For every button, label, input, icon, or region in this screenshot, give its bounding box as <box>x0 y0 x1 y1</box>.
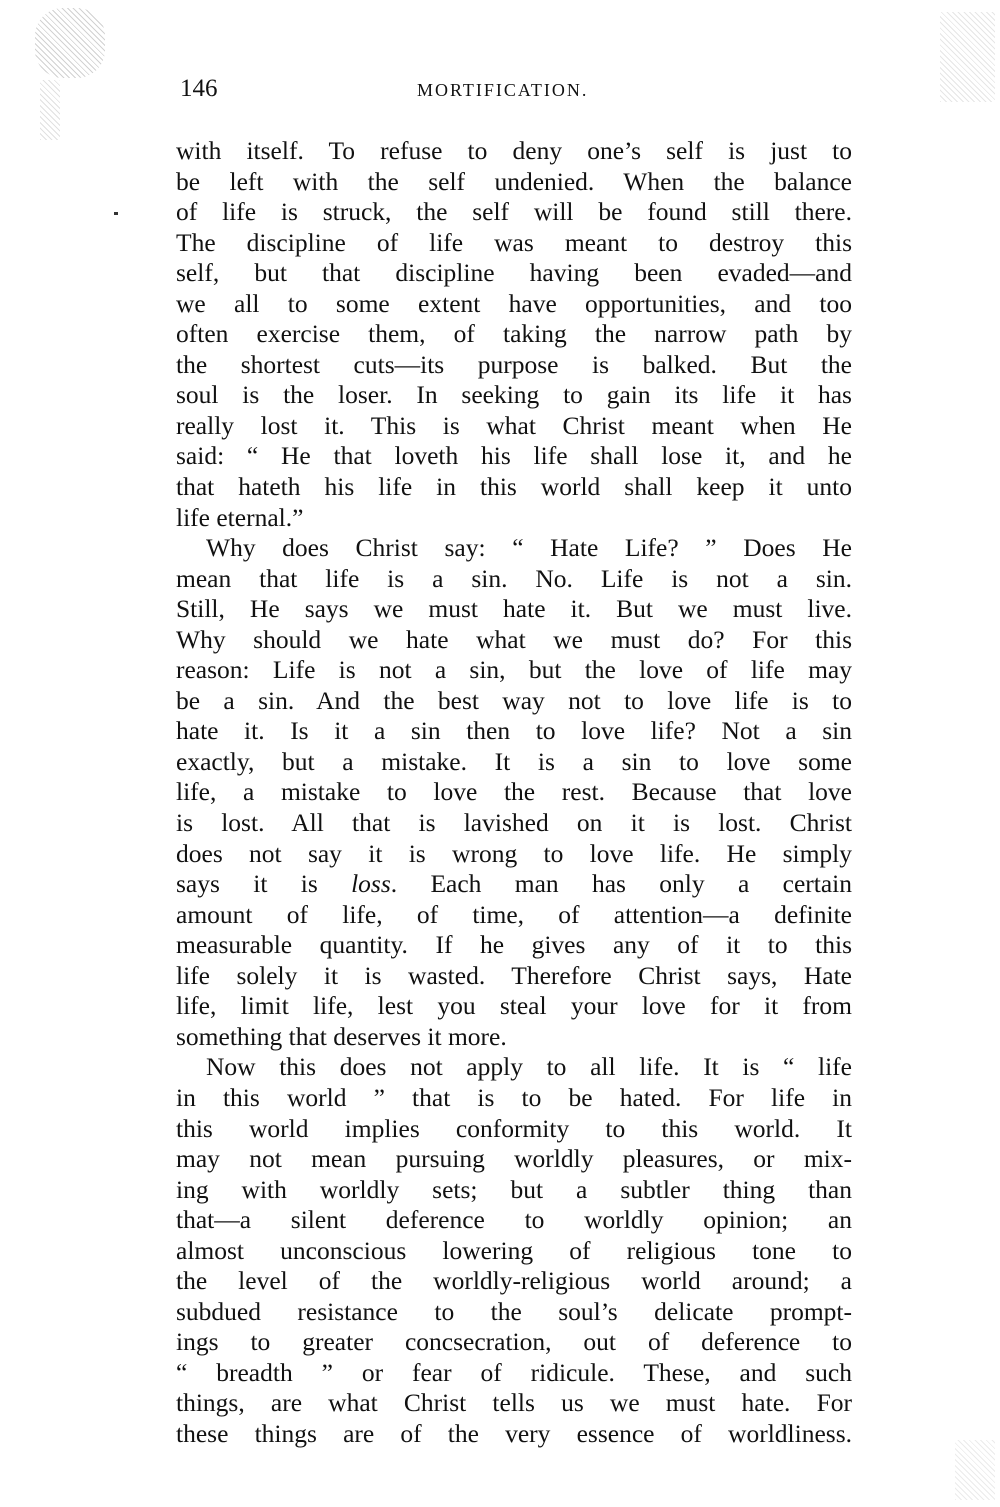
scan-speckle <box>955 1440 995 1500</box>
text-line: soul is the loser. In seeking to gain its life it has <box>176 380 852 410</box>
emphasis: loss <box>351 869 391 899</box>
body-text <box>176 136 852 1450</box>
text-line: in this world ” that is to be hated. For life in <box>176 1082 852 1112</box>
text-line: subdued resistance to the soul’s delicate prompt- <box>176 1296 852 1326</box>
text-line: says it is loss. Each man has only a certain <box>176 869 852 899</box>
running-head: MORTIFICATION. <box>417 80 589 100</box>
page-header <box>180 74 852 104</box>
text-line: said: “ He that loveth his life shall lose it, and he <box>176 441 852 471</box>
text-line: the level of the worldly-religious world around; a <box>176 1266 852 1296</box>
paragraph <box>176 136 852 533</box>
text-line: things, are what Christ tells us we must hate. For <box>176 1388 852 1418</box>
text-line: may not mean pursuing worldly pleasures, or mix- <box>176 1144 852 1174</box>
text-line: be left with the self undenied. When the balance <box>176 166 852 196</box>
page-number: 146 <box>180 75 218 102</box>
text-line: hate it. Is it a sin then to love life? Not a sin <box>176 716 852 746</box>
text-line: amount of life, of time, of attention—a definite <box>176 899 852 929</box>
scan-speckle <box>40 80 60 140</box>
paragraph <box>176 533 852 1052</box>
text-line: ings to greater concsecration, out of deference to <box>176 1327 852 1357</box>
text-line: is lost. All that is lavished on it is lost. Christ <box>176 808 852 838</box>
text-line: Now this does not apply to all life. It is “ life <box>206 1052 852 1082</box>
text-line: with itself. To refuse to deny one’s self is just to <box>176 136 852 165</box>
text-line: life, limit life, lest you steal your love for it from <box>176 991 852 1021</box>
text-line: almost unconscious lowering of religious tone to <box>176 1235 852 1265</box>
text-line: often exercise them, of taking the narrow path by <box>176 319 852 349</box>
text-line: the shortest cuts—its purpose is balked. But the <box>176 349 852 379</box>
text-line: measurable quantity. If he gives any of it to this <box>176 930 852 960</box>
text-line: reason: Life is not a sin, but the love of life may <box>176 655 852 685</box>
text-line: something that deserves it more. <box>176 1021 507 1051</box>
text-line: we all to some extent have opportunities, and too <box>176 288 852 318</box>
text-line: that hateth his life in this world shall keep it unto <box>176 472 852 502</box>
text-line: really lost it. This is what Christ meant when He <box>176 410 852 440</box>
text-line: Still, He says we must hate it. But we must live. <box>176 594 852 624</box>
text-line: be a sin. And the best way not to love life is to <box>176 685 852 715</box>
text-line: The discipline of life was meant to destroy this <box>176 227 852 257</box>
text-line: self, but that discipline having been evaded—and <box>176 258 852 288</box>
text-line: “ breadth ” or fear of ridicule. These, and such <box>176 1357 852 1387</box>
text-line: exactly, but a mistake. It is a sin to love some <box>176 746 852 776</box>
scan-mark <box>114 212 118 215</box>
text-line: life solely it is wasted. Therefore Christ says, Hate <box>176 960 852 990</box>
text-line: Why should we hate what we must do? For this <box>176 624 852 654</box>
text-line: of life is struck, the self will be found still there. <box>176 197 852 227</box>
text-line: life, a mistake to love the rest. Because that love <box>176 777 852 807</box>
paragraph <box>176 1052 852 1449</box>
text-line: mean that life is a sin. No. Life is not a sin. <box>176 563 852 593</box>
text-line: life eternal.” <box>176 502 304 532</box>
text-line: that—a silent deference to worldly opinion; an <box>176 1205 852 1235</box>
scan-speckle <box>940 12 995 102</box>
scan-speckle <box>35 8 105 78</box>
text-line: Why does Christ say: “ Hate Life? ” Does He <box>206 533 852 563</box>
text-line: this world implies conformity to this world. It <box>176 1113 852 1143</box>
text-line: ing with worldly sets; but a subtler thing than <box>176 1174 852 1204</box>
text-line: these things are of the very essence of worldliness. <box>176 1418 852 1448</box>
text-line: does not say it is wrong to love life. He simply <box>176 838 852 868</box>
